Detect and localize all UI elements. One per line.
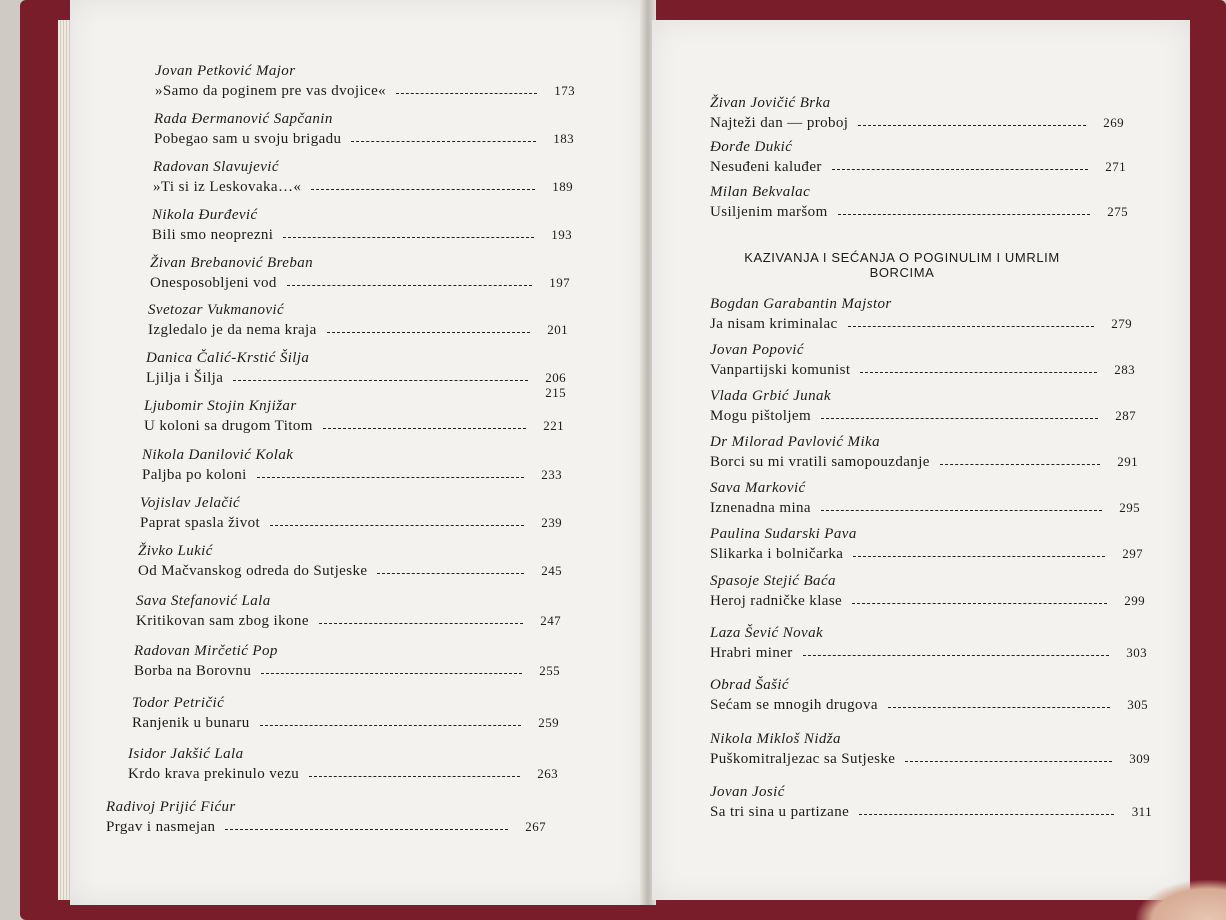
- toc-entry: [155, 62, 575, 101]
- leader-dashes: [257, 477, 524, 478]
- leader-dashes: [283, 237, 534, 238]
- toc-entry: [128, 745, 558, 784]
- entry-title: Od Mačvanskog odreda do Sutjeske: [138, 563, 368, 579]
- leader-dashes: [260, 725, 521, 726]
- entry-page-number: 283: [1114, 362, 1135, 377]
- toc-entry: [148, 301, 568, 340]
- entry-title: Kritikovan sam zbog ikone: [136, 613, 309, 629]
- leader-dashes: [261, 673, 522, 674]
- toc-entry: [710, 433, 1138, 472]
- right-page: [652, 20, 1190, 900]
- leader-dashes: [821, 510, 1102, 511]
- entry-author: Sava Marković: [710, 480, 806, 496]
- toc-entry: [140, 494, 562, 533]
- entry-title: Sećam se mnogih drugova: [710, 697, 878, 713]
- entry-page-number: 201: [547, 322, 568, 337]
- entry-author: Živan Brebanović Breban: [150, 255, 314, 271]
- entry-author: Jovan Petković Major: [155, 63, 296, 79]
- entry-author: Svetozar Vukmanović: [148, 302, 285, 318]
- entry-page-number: 259: [538, 715, 559, 730]
- entry-page-number: 173: [554, 83, 575, 98]
- entry-title: Vanpartijski komunist: [710, 362, 851, 378]
- entry-page-number: 197: [549, 275, 570, 290]
- toc-entry: [150, 254, 570, 293]
- leader-dashes: [270, 525, 524, 526]
- entry-page-number: 233: [541, 467, 562, 482]
- entry-page-number: 247: [540, 613, 561, 628]
- entry-author: Đorđe Dukić: [710, 139, 793, 155]
- toc-entry: [136, 592, 561, 631]
- toc-entry: [710, 730, 1150, 769]
- entry-title: Paprat spasla život: [140, 515, 261, 531]
- entry-author: Ljubomir Stojin Knjižar: [144, 398, 297, 414]
- entry-title: U koloni sa drugom Titom: [144, 418, 313, 434]
- entry-title: »Ti si iz Leskovaka…«: [153, 179, 302, 195]
- entry-author: Radivoj Prijić Fićur: [106, 799, 236, 815]
- toc-entry: [138, 542, 562, 581]
- toc-entry: [710, 387, 1136, 426]
- entry-page-number: 309: [1129, 751, 1150, 766]
- toc-entry: [710, 676, 1148, 715]
- entry-title: Ljilja i Šilja: [146, 370, 224, 386]
- entry-author: Bogdan Garabantin Majstor: [710, 296, 892, 312]
- entry-author: Jovan Popović: [710, 342, 804, 358]
- entry-title: Borba na Borovnu: [134, 663, 252, 679]
- leader-dashes: [225, 829, 508, 830]
- entry-author: Danica Čalić-Krstić Šilja: [146, 350, 310, 366]
- entry-page-number: 279: [1111, 316, 1132, 331]
- entry-title: Iznenadna mina: [710, 500, 811, 516]
- leader-dashes: [848, 326, 1094, 327]
- entry-page-number: 183: [553, 131, 574, 146]
- entry-page-number: 297: [1122, 546, 1143, 561]
- entry-title: »Samo da poginem pre vas dvojice«: [155, 83, 387, 99]
- entry-page-number: 299: [1124, 593, 1145, 608]
- toc-entry: [710, 572, 1145, 611]
- entry-page-number: 295: [1119, 500, 1140, 515]
- leader-dashes: [821, 418, 1098, 419]
- leader-dashes: [838, 214, 1090, 215]
- toc-entry: [710, 525, 1143, 564]
- entry-author: Nikola Mikloš Nidža: [710, 731, 841, 747]
- leader-dashes: [905, 761, 1112, 762]
- left-page: [70, 0, 647, 905]
- entry-author: Rada Đermanović Sapčanin: [154, 111, 333, 127]
- entry-title: Izgledalo je da nema kraja: [148, 322, 317, 338]
- toc-entry: [132, 694, 559, 733]
- toc-entry: [154, 110, 574, 149]
- leader-dashes: [858, 125, 1086, 126]
- entry-author: Spasoje Stejić Baća: [710, 573, 836, 589]
- entry-author: Nikola Đurđević: [152, 207, 258, 223]
- entry-author: Isidor Jakšić Lala: [128, 746, 244, 762]
- entry-author: Obrad Šašić: [710, 677, 789, 693]
- entry-author: Todor Petričić: [132, 695, 225, 711]
- leader-dashes: [396, 93, 537, 94]
- entry-title: Pobegao sam u svoju brigadu: [154, 131, 342, 147]
- leader-dashes: [852, 603, 1107, 604]
- entry-title: Prgav i nasmejan: [106, 819, 216, 835]
- leader-dashes: [287, 285, 532, 286]
- entry-page-number: 245: [541, 563, 562, 578]
- entry-author: Vojislav Jelačić: [140, 495, 241, 511]
- entry-page-number: 275: [1107, 204, 1128, 219]
- entry-page-number: 215: [545, 385, 566, 400]
- entry-page-number: 206: [545, 370, 566, 385]
- entry-author: Živko Lukić: [138, 543, 213, 559]
- entry-title: Nesuđeni kaluđer: [710, 159, 822, 175]
- leader-dashes: [853, 556, 1105, 557]
- toc-entry: [710, 183, 1128, 222]
- leader-dashes: [888, 707, 1110, 708]
- leader-dashes: [319, 623, 523, 624]
- toc-entry: [710, 624, 1147, 663]
- leader-dashes: [940, 464, 1100, 465]
- entry-author: Vlada Grbić Junak: [710, 388, 831, 404]
- entry-title: Paljba po koloni: [142, 467, 247, 483]
- leader-dashes: [311, 189, 535, 190]
- toc-entry: [710, 138, 1126, 177]
- toc-entry: [710, 783, 1152, 822]
- entry-page-number: 305: [1127, 697, 1148, 712]
- toc-entry: [153, 158, 573, 197]
- entry-page-number: 291: [1117, 454, 1138, 469]
- leader-dashes: [323, 428, 526, 429]
- entry-page-number: 311: [1131, 804, 1152, 819]
- leader-dashes: [233, 380, 528, 381]
- toc-entry: [710, 479, 1140, 518]
- entry-title: Mogu pištoljem: [710, 408, 812, 424]
- leader-dashes: [803, 655, 1109, 656]
- toc-entry: [710, 94, 1124, 133]
- toc-entry: [710, 295, 1132, 334]
- entry-author: Sava Stefanović Lala: [136, 593, 271, 609]
- leader-dashes: [327, 332, 530, 333]
- entry-page-number: 255: [539, 663, 560, 678]
- entry-author: Paulina Sudarski Pava: [710, 526, 857, 542]
- leader-dashes: [832, 169, 1088, 170]
- entry-title: Ja nisam kriminalac: [710, 316, 838, 332]
- leader-dashes: [377, 573, 524, 574]
- thumb: [1136, 880, 1226, 920]
- entry-author: Živan Jovičić Brka: [710, 95, 831, 111]
- leader-dashes: [859, 814, 1114, 815]
- toc-entry: [710, 341, 1135, 380]
- entry-page-number: 271: [1105, 159, 1126, 174]
- entry-author: Jovan Josić: [710, 784, 785, 800]
- entry-title: Krdo krava prekinulo vezu: [128, 766, 300, 782]
- section-heading: KAZIVANJA I SEĆANJA O POGINULIM I UMRLIM BORCIMA: [744, 250, 1060, 280]
- entry-author: Radovan Slavujević: [153, 159, 279, 175]
- entry-title: Slikarka i bolničarka: [710, 546, 844, 562]
- entry-title: Usiljenim maršom: [710, 204, 828, 220]
- toc-entry: [152, 206, 572, 245]
- entry-title: Borci su mi vratili samopouzdanje: [710, 454, 930, 470]
- entry-author: Radovan Mirčetić Pop: [134, 643, 278, 659]
- toc-entry: [134, 642, 560, 681]
- entry-author: Dr Milorad Pavlović Mika: [710, 434, 880, 450]
- leader-dashes: [309, 776, 520, 777]
- entry-title: Ranjenik u bunaru: [132, 715, 250, 731]
- entry-title: Heroj radničke klase: [710, 593, 843, 609]
- entry-author: Nikola Danilović Kolak: [142, 447, 294, 463]
- toc-entry: [144, 397, 564, 436]
- leader-dashes: [860, 372, 1097, 373]
- entry-page-number: 269: [1103, 115, 1124, 130]
- entry-page-number: 193: [551, 227, 572, 242]
- entry-page-number: 263: [537, 766, 558, 781]
- entry-page-number: 221: [543, 418, 564, 433]
- entry-page-number: 267: [525, 819, 546, 834]
- entry-title: Onesposobljeni vod: [150, 275, 277, 291]
- entry-page-number: 189: [552, 179, 573, 194]
- entry-title: Hrabri miner: [710, 645, 793, 661]
- entry-title: Puškomitraljezac sa Sutjeske: [710, 751, 896, 767]
- entry-author: Laza Šević Novak: [710, 625, 824, 641]
- toc-entry: [142, 446, 562, 485]
- entry-title: Bili smo neoprezni: [152, 227, 274, 243]
- entry-title: Sa tri sina u partizane: [710, 804, 850, 820]
- toc-entry: [106, 798, 546, 837]
- entry-page-number: 239: [541, 515, 562, 530]
- entry-page-number: 303: [1126, 645, 1147, 660]
- leader-dashes: [351, 141, 536, 142]
- entry-author: Milan Bekvalac: [710, 184, 811, 200]
- entry-title: Najteži dan — proboj: [710, 115, 849, 131]
- entry-page-number: 287: [1115, 408, 1136, 423]
